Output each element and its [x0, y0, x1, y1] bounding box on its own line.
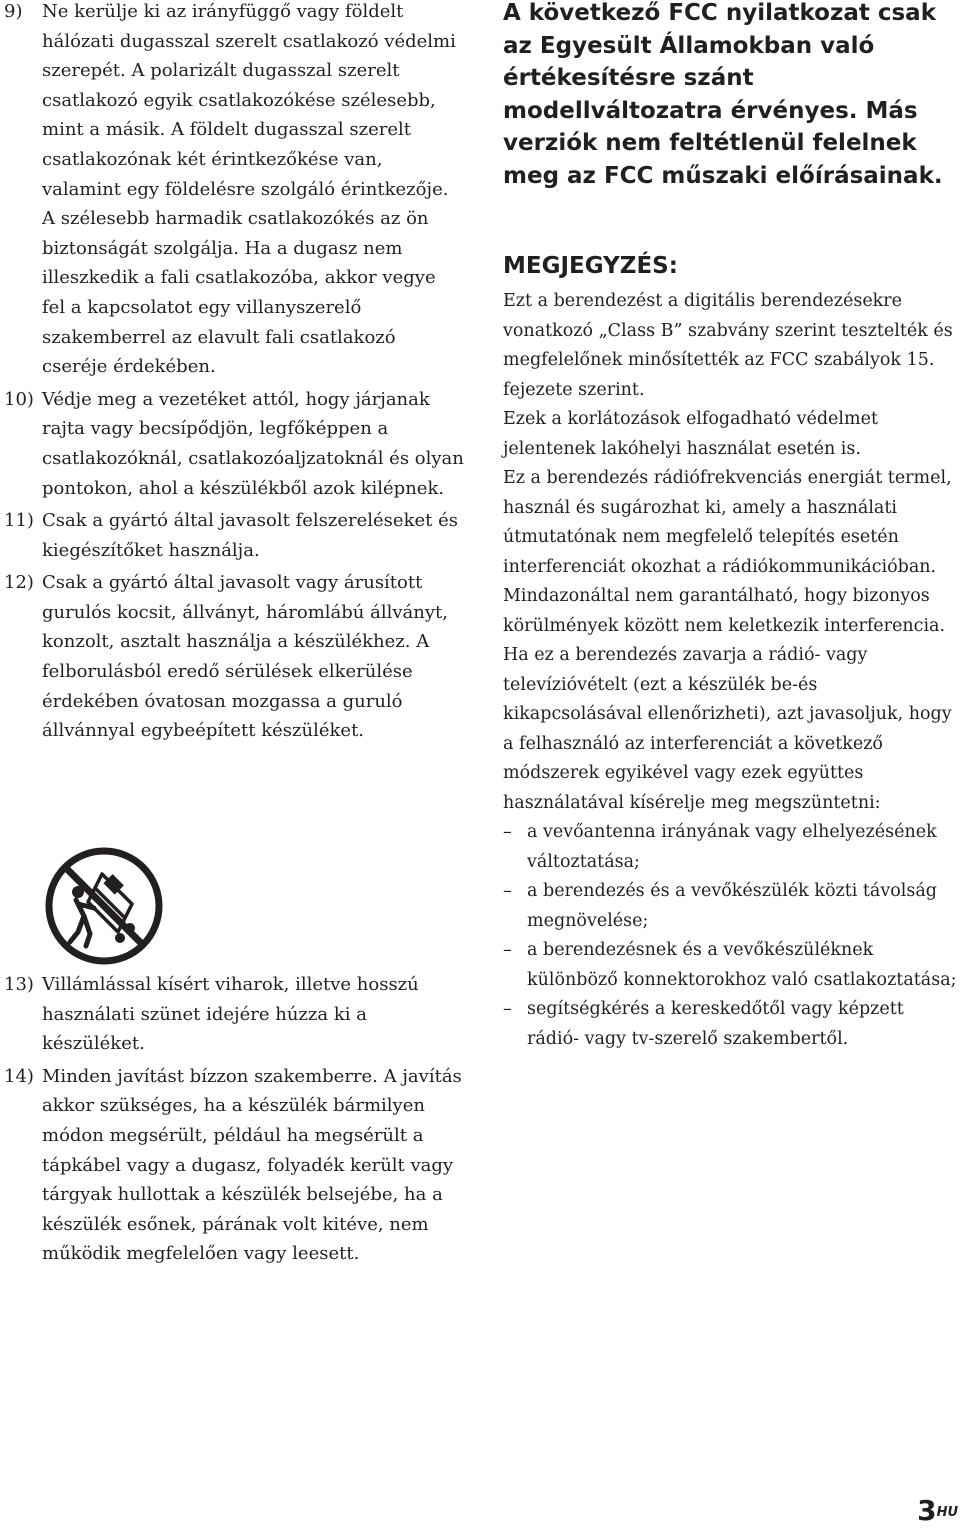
numbered-list: [4, 0, 464, 746]
note-paragraph: Ezt a berendezést a digitális berendezésekre vonatkozó „Class B” szabvány szerint tesztelték és megfelelőnek minősítették az FCC szabályok 15. fejezete szerint.: [503, 291, 953, 400]
item-text: Csak a gyártó által javasolt felszereléseket és kiegészítőket használja.: [42, 510, 458, 561]
item-number: 10): [4, 388, 34, 410]
item-number: 14): [4, 1065, 34, 1087]
remedy-list: [503, 818, 958, 1054]
item-text: Ne kerülje ki az irányfüggő vagy földelt hálózati dugasszal szerelt csatlakozó védelmi szerepét. A polarizált dugasszal szerelt csatlakozó egyik csatlakozókése szélesebb, mint a másik. A földelt dugasszal szerelt csatlakozónak két érintkezőkése van, valamint egy földelésre szolgáló érintkezője. A szélesebb harmadik csatlakozókés az ön biztonságát szolgálja. Ha a dugasz nem illeszkedik a fali csatlakozóba, akkor vegye fel a kapcsolatot egy villanyszerelő szakemberrel az elavult fali csatlakozó cseréje érdekében.: [42, 1, 456, 378]
item-number: 11): [4, 510, 34, 532]
item-text: Villámlással kísért viharok, illetve hosszú használati szünet idejére húzza ki a készüléket.: [42, 974, 419, 1055]
item-number: 9): [4, 1, 23, 22]
remedy-item: – a berendezésnek és a vevőkészüléknek különböző konnektorokhoz való csatlakoztatása;: [503, 936, 958, 995]
list-item-13: [4, 970, 464, 1059]
list-item-9: [4, 0, 464, 382]
page-number: [917, 1496, 958, 1526]
list-item-14: [4, 1062, 464, 1269]
list-item-10: [4, 385, 464, 503]
numbered-list-continued: [4, 970, 464, 1269]
fcc-heading: A következő FCC nyilatkozat csak az Egyesült Államokban való értékesítésre szánt modellváltozatra érvényes. Más verziók nem feltétlenül felelnek meg az FCC műszaki előírásainak.: [503, 0, 943, 189]
dash-marker: –: [503, 822, 512, 842]
dash-marker: –: [503, 999, 512, 1019]
note-paragraph: Ez a berendezés rádiófrekvenciás energiát termel, használ és sugározhat ki, amely a használati útmutatónak nem megfelelő telepítés esetén interferenciát okozhat a rádiókommunikációban. Mindazonáltal nem garantálható, hogy bizonyos körülmények között nem keletkezik interferencia. Ha ez a berendezés zavarja a rádió- vagy televízióvételt (ezt a készülék be-és kikapcsolásával ellenőrizheti), azt javasoljuk, hogy a felhasználó az interferenciát a következő módszerek egyikével vagy ezek együttes használatával kísérelje meg megszüntetni:: [503, 468, 952, 813]
dash-marker: –: [503, 940, 512, 960]
page-language-code: HU: [936, 1505, 958, 1520]
remedy-item: – a berendezés és a vevőkészülék közti távolság megnövelése;: [503, 877, 958, 936]
item-text: Védje meg a vezetéket attól, hogy járjanak rajta vagy becsípődjön, legfőképpen a csatlakozóknál, csatlakozóaljzatoknál és olyan pontokon, ahol a készülékből azok kilépnek.: [42, 388, 464, 499]
cart-tipover-warning-icon: [44, 846, 164, 966]
list-item-11: [4, 506, 464, 565]
item-text: Minden javítást bízzon szakemberre. A javítás akkor szükséges, ha a készülék bármilyen módon megsérült, például ha megsérült a tápkábel vagy a dugasz, folyadék került vagy tárgyak hullottak a készülék belsejébe, ha a készülék esőnek, párának volt kitéve, nem működik megfelelően vagy leesett.: [42, 1065, 462, 1265]
list-item-12: [4, 568, 464, 746]
remedy-item: – a vevőantenna irányának vagy elhelyezésének változtatása;: [503, 818, 958, 877]
remedy-item: – segítségkérés a kereskedőtől vagy képzett rádió- vagy tv-szerelő szakembertől.: [503, 995, 958, 1054]
note-paragraph: Ezek a korlátozások elfogadható védelmet jelentenek lakóhelyi használat esetén is.: [503, 409, 878, 459]
item-number: 12): [4, 572, 34, 594]
note-body: [503, 287, 958, 1054]
dash-marker: –: [503, 881, 512, 901]
item-number: 13): [4, 974, 34, 995]
page-number-value: 3: [917, 1494, 937, 1527]
note-title: MEGJEGYZÉS:: [503, 253, 678, 279]
item-text: Csak a gyártó által javasolt vagy árusított gurulós kocsit, állványt, háromlábú állványt, konzolt, asztalt használja a készülékhez. A felborulásból eredő sérülések elkerülése érdekében óvatosan mozgassa a guruló állvánnyal egybeépített készüléket.: [42, 572, 448, 742]
